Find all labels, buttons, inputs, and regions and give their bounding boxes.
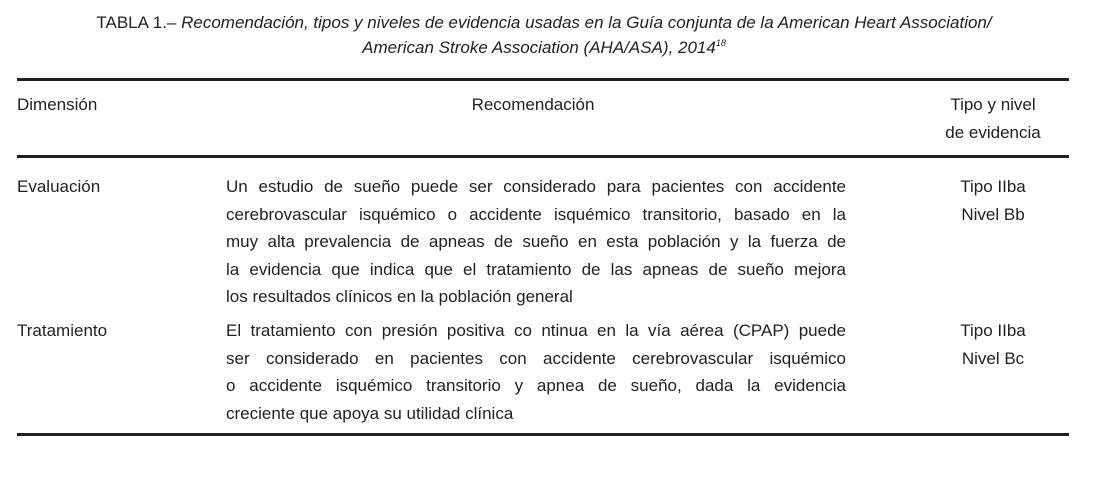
row-tratamiento-recommendation bbox=[226, 317, 846, 427]
caption-line-2 bbox=[0, 35, 1088, 60]
caption-reference: 18 bbox=[715, 38, 726, 48]
caption-title-line-1: Recomendación, tipos y niveles de evidencia usadas en la Guía conjunta de la American Heart Association/ bbox=[181, 13, 992, 32]
caption-line-1 bbox=[0, 10, 1088, 35]
evidence-type: Tipo IIba bbox=[960, 177, 1026, 196]
header-evidence-level bbox=[918, 91, 1068, 146]
recommendation-line: los resultados clínicos en la población general bbox=[226, 287, 573, 306]
header-evidence-level-line-2: de evidencia bbox=[945, 122, 1041, 142]
recommendation-line: ser considerado en pacientes con accidente cerebrovascular isquémico bbox=[226, 348, 846, 368]
table-top-rule bbox=[17, 78, 1069, 81]
evidence-level: Nivel Bc bbox=[961, 348, 1025, 368]
row-evaluacion-evidence bbox=[918, 173, 1068, 228]
table-bottom-rule bbox=[17, 433, 1069, 436]
table-caption bbox=[0, 10, 1088, 60]
caption-label: TABLA 1.– bbox=[96, 13, 177, 32]
evidence-level: Nivel Bb bbox=[961, 204, 1025, 224]
recommendation-line: Un estudio de sueño puede ser considerado para pacientes con accidente bbox=[226, 177, 846, 196]
recommendation-line: la evidencia que indica que el tratamiento de las apneas de sueño mejora bbox=[226, 259, 846, 279]
table-header-rule bbox=[17, 155, 1069, 158]
recommendation-line: muy alta prevalencia de apneas de sueño en esta población y la fuerza de bbox=[226, 232, 846, 251]
header-dimension: Dimensión bbox=[17, 95, 98, 114]
header-recommendation: Recomendación bbox=[471, 95, 595, 114]
recommendation-line: o accidente isquémico transitorio y apnea de sueño, dada la evidencia bbox=[226, 376, 846, 395]
recommendation-line: cerebrovascular isquémico o accidente isquémico transitorio, basado en la bbox=[226, 204, 846, 224]
row-evaluacion-recommendation bbox=[226, 173, 846, 311]
recommendation-line: El tratamiento con presión positiva co ntinua en la vía aérea (CPAP) puede bbox=[226, 321, 846, 340]
caption-title-line-2: American Stroke Association (AHA/ASA), 2014 bbox=[362, 38, 716, 57]
row-tratamiento-evidence bbox=[918, 317, 1068, 372]
recommendation-line: creciente que apoya su utilidad clínica bbox=[226, 403, 514, 423]
evidence-type: Tipo IIba bbox=[960, 321, 1026, 340]
header-evidence-level-line-1: Tipo y nivel bbox=[950, 95, 1036, 114]
row-tratamiento-dimension: Tratamiento bbox=[17, 321, 108, 340]
row-evaluacion-dimension: Evaluación bbox=[17, 177, 101, 196]
